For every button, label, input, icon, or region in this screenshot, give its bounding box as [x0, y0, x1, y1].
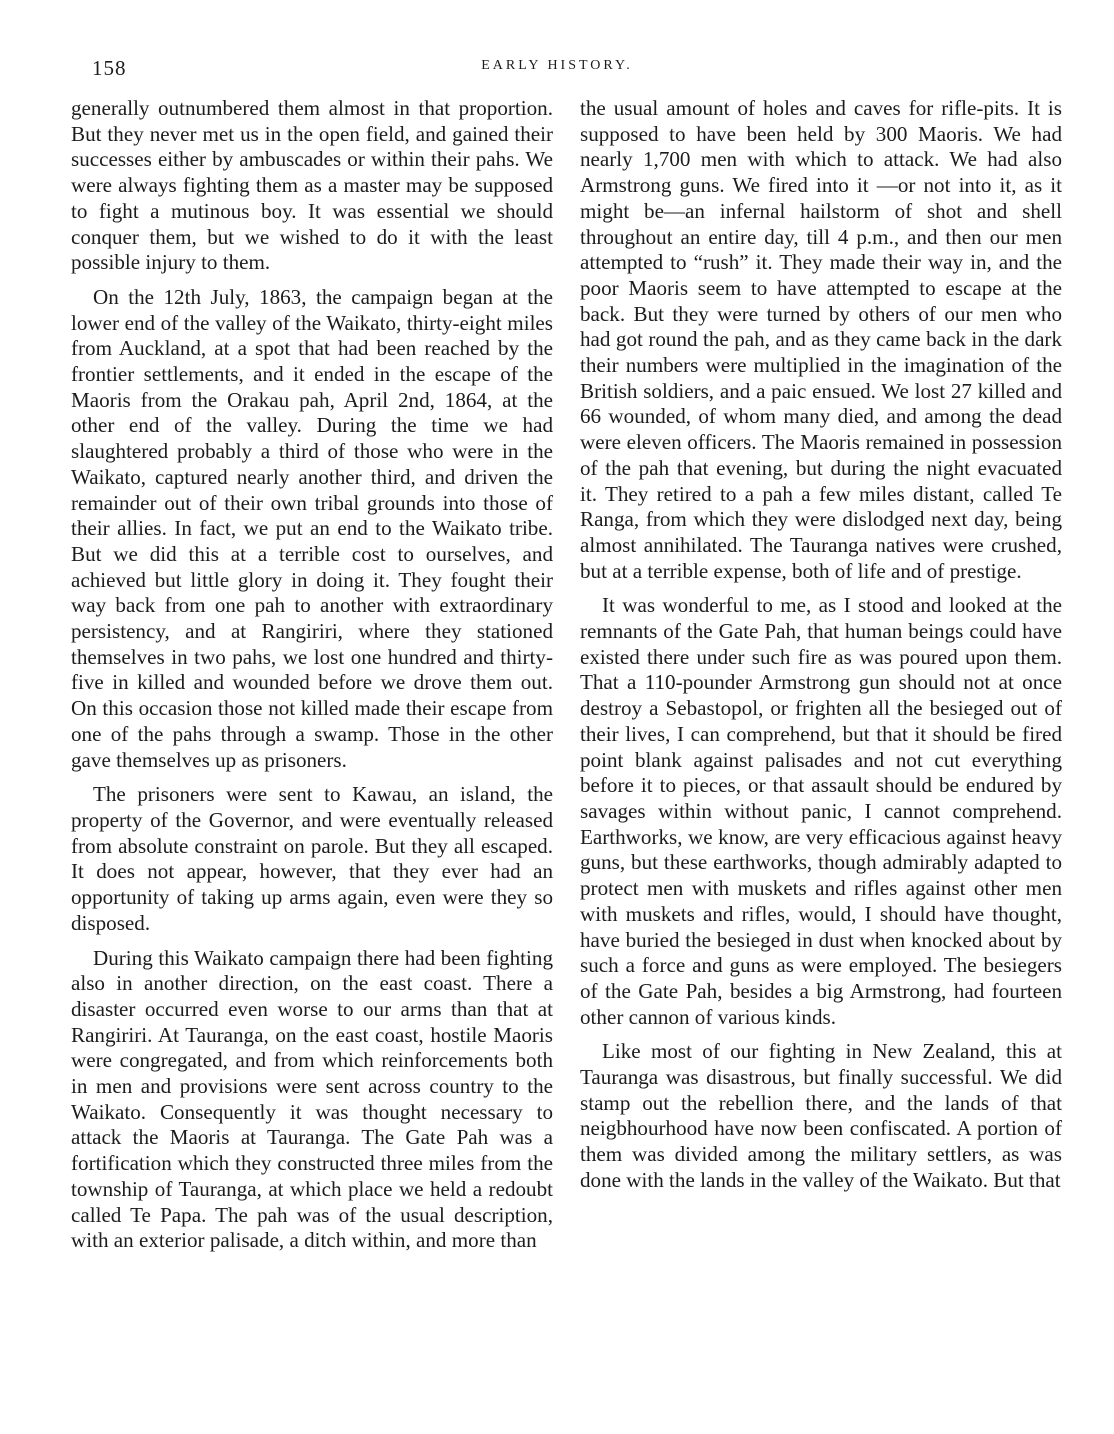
paragraph: Like most of our fighting in New Zealand, this at Tauranga was disastrous, but finally successful. We did stamp out the rebellion there, and the lands of that neigbhourhood have now been confiscated. A portion of them was divided among the military settlers, as was done with the lands in the valley of the Waikato. But that	[580, 1039, 1062, 1192]
paragraph: the usual amount of holes and caves for rifle-pits. It is supposed to have been held by 300 Maoris. We had nearly 1,700 men with which to attack. We had also Armstrong guns. We fired into it —or not into it, as it might be—an infernal hailstorm of shot and shell throughout an entire day, till 4 p.m., and then our men attempted to “rush” it. They made their way in, and the poor Maoris seem to have attempted to escape at the back. But they were turned by others of our men who had got round the pah, and as they came back in the dark their numbers were multiplied in the imagination of the British soldiers, and a paic ensued. We lost 27 killed and 66 wounded, of whom many died, and among the dead were eleven officers. The Maoris remained in possession of the pah that evening, but during the night evacuated it. They retired to a pah a few miles distant, called Te Ranga, from which they were dislodged next day, being almost annihilated. The Tauranga natives were crushed, but at a terrible expense, both of life and of prestige.	[580, 96, 1062, 583]
running-head: EARLY HISTORY.	[481, 58, 633, 73]
right-column	[580, 96, 1062, 1416]
left-column	[71, 96, 553, 1416]
paragraph: generally outnumbered them almost in that proportion. But they never met us in the open field, and gained their successes either by ambuscades or within their pahs. We were always fighting them as a master may be supposed to fight a mutinous boy. It was essential we should conquer them, but we wished to do it with the least possible injury to them.	[71, 96, 553, 275]
page-number: 158	[92, 56, 127, 80]
paragraph: It was wonderful to me, as I stood and looked at the remnants of the Gate Pah, that human beings could have existed there under such fire as was poured upon them. That a 110-pounder Armstrong gun should not at once destroy a Sebastopol, or frighten all the besieged out of their lives, I can comprehend, but that it should be fired point blank against palisades and not cut everything before it to pieces, or that assault should be endured by savages within without panic, I cannot comprehend. Earthworks, we know, are very efficacious against heavy guns, but these earthworks, though admirably adapted to protect men with muskets and rifles against other men with muskets and rifles, would, I should have thought, have buried the besieged in dust when knocked about by such a force and guns as were employed. The besiegers of the Gate Pah, besides a big Armstrong, had fourteen other cannon of various kinds.	[580, 593, 1062, 1029]
page-header	[0, 52, 1114, 82]
paragraph: During this Waikato campaign there had been fighting also in another direction, on the east coast. There a disaster occurred even worse to our arms than that at Rangiriri. At Tauranga, on the east coast, hostile Maoris were congregated, and from which reinforcements both in men and provisions were sent across country to the Waikato. Consequently it was thought necessary to attack the Maoris at Tauranga. The Gate Pah was a fortification which they constructed three miles from the township of Tauranga, at which place we held a redoubt called Te Papa. The pah was of the usual description, with an exterior palisade, a ditch within, and more than	[71, 945, 553, 1253]
paragraph: On the 12th July, 1863, the campaign began at the lower end of the valley of the Waikato, thirty-eight miles from Auckland, at a spot that had been reached by the frontier settlements, and it ended in the escape of the Maoris from the Orakau pah, April 2nd, 1864, at the other end of the valley. During the time we had slaughtered probably a third of those who were in the Waikato, captured nearly another third, and driven the remainder out of their own tribal grounds into those of their allies. In fact, we put an end to the Waikato tribe. But we did this at a terrible cost to ourselves, and achieved but little glory in doing it. They fought their way back from one pah to another with extraordinary persistency, and at Rangiriri, where they stationed themselves in two pahs, we lost one hundred and thirty-five in killed and wounded before we drove them out. On this occasion those not killed made their escape from one of the pahs through a swamp. Those in the other gave themselves up as prisoners.	[71, 284, 553, 772]
paragraph: The prisoners were sent to Kawau, an island, the property of the Governor, and were eventually released from absolute constraint on parole. But they all escaped. It does not appear, however, that they ever had an opportunity of taking up arms again, even were they so disposed.	[71, 782, 553, 935]
